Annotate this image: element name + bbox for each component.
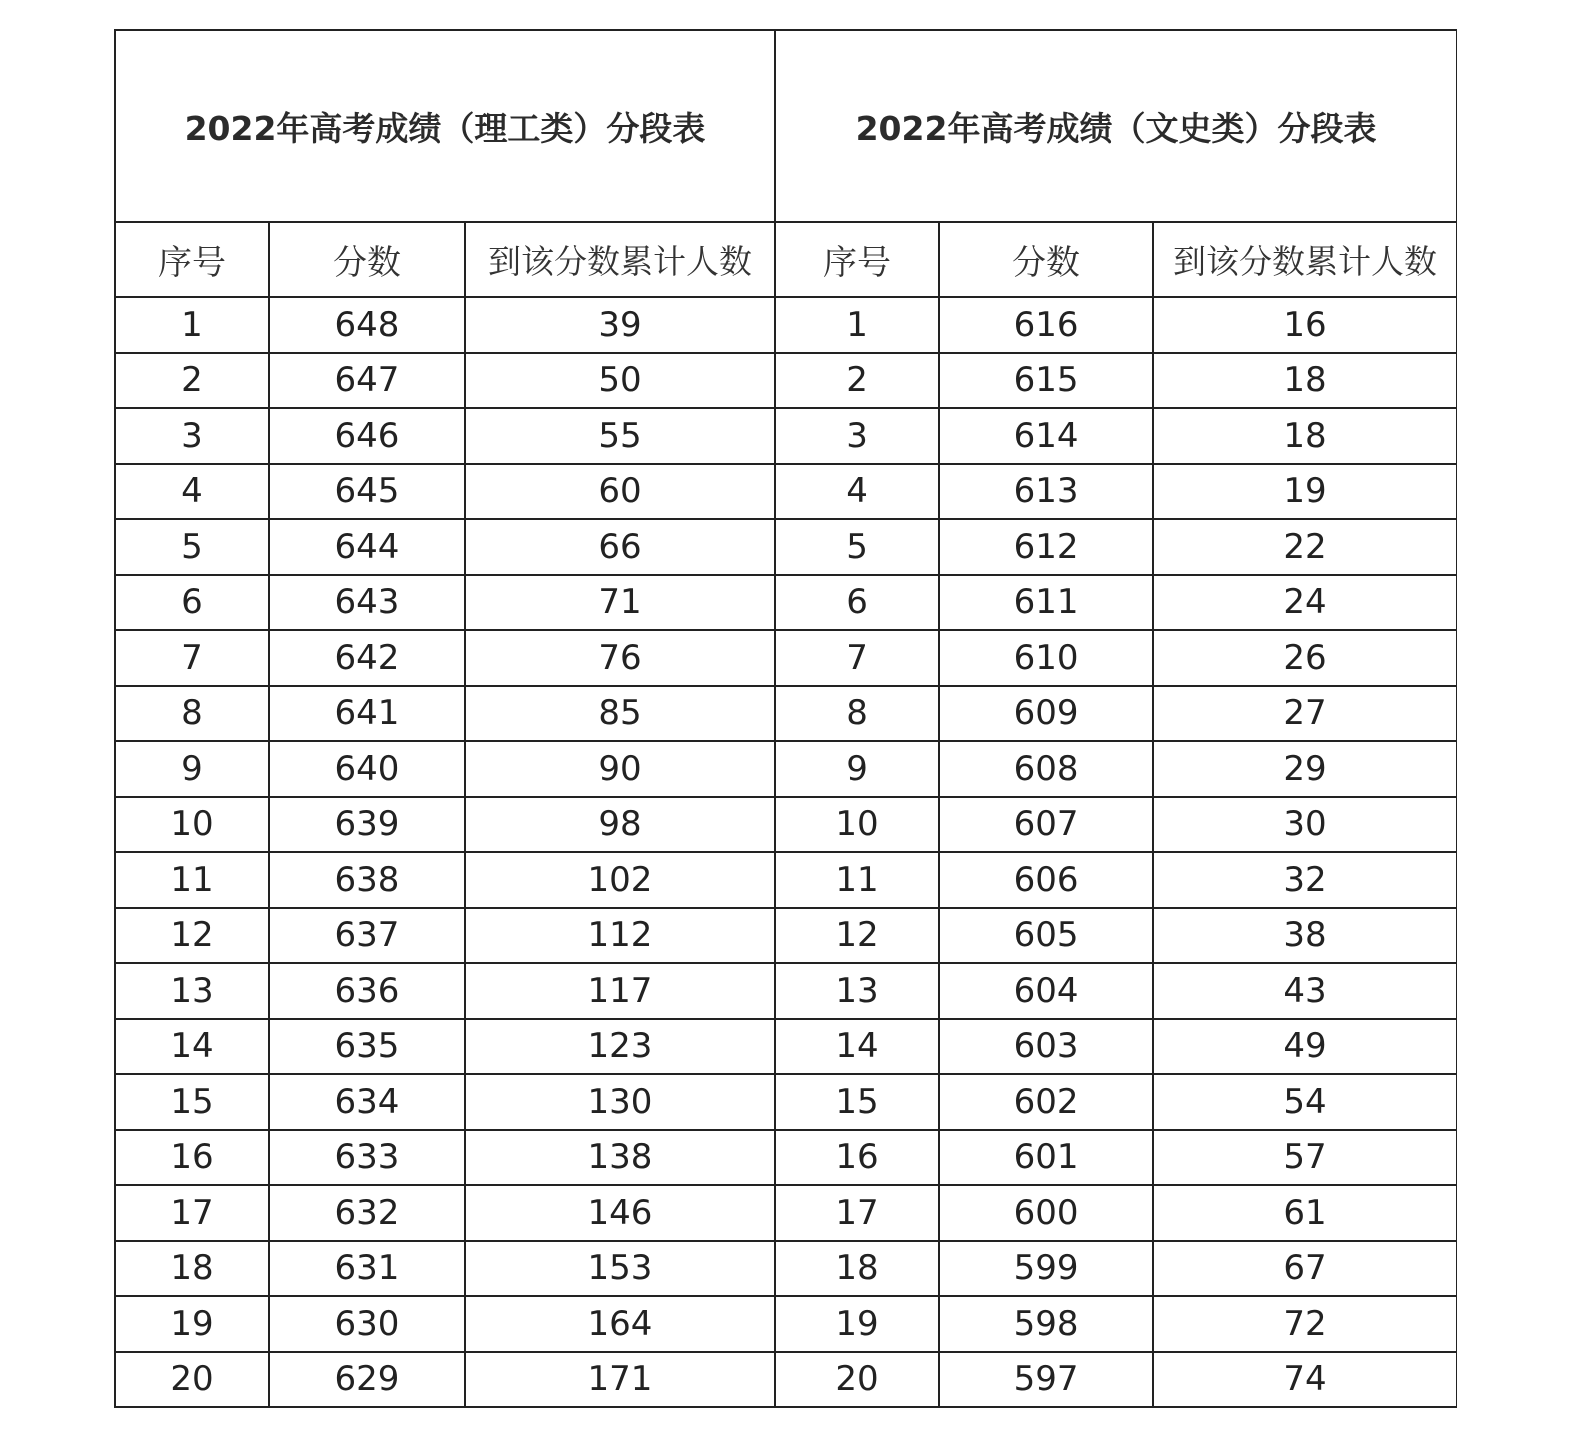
science-cumulative-count-cell: 102 — [465, 852, 775, 908]
science-score-cell: 630 — [269, 1296, 465, 1352]
liberal-arts-score-cell: 603 — [939, 1019, 1153, 1075]
title-row — [115, 30, 1457, 222]
science-score-cell: 636 — [269, 963, 465, 1019]
liberal-arts-score-cell: 607 — [939, 797, 1153, 853]
liberal-arts-score-cell: 601 — [939, 1130, 1153, 1186]
science-cumulative-count-cell: 112 — [465, 908, 775, 964]
liberal-arts-index-cell: 17 — [775, 1185, 939, 1241]
science-index-cell: 19 — [115, 1296, 269, 1352]
science-cumulative-count-cell: 98 — [465, 797, 775, 853]
liberal-arts-index-cell: 6 — [775, 575, 939, 631]
table-row — [115, 297, 1457, 353]
table-row — [115, 1185, 1457, 1241]
table-row — [115, 575, 1457, 631]
table-row — [115, 1130, 1457, 1186]
liberal-arts-cumulative-count-cell: 38 — [1153, 908, 1457, 964]
science-cumulative-count-cell: 117 — [465, 963, 775, 1019]
liberal-arts-cumulative-count-cell: 29 — [1153, 741, 1457, 797]
liberal-arts-score-cell: 608 — [939, 741, 1153, 797]
science-index-cell: 12 — [115, 908, 269, 964]
liberal-arts-cumulative-count-cell: 67 — [1153, 1241, 1457, 1297]
liberal-arts-index-cell: 15 — [775, 1074, 939, 1130]
science-score-cell: 637 — [269, 908, 465, 964]
liberal-arts-cumulative-count-cell: 18 — [1153, 353, 1457, 409]
science-index-cell: 4 — [115, 464, 269, 520]
science-cumulative-count-cell: 123 — [465, 1019, 775, 1075]
science-score-cell: 643 — [269, 575, 465, 631]
science-header-cumulative: 到该分数累计人数 — [465, 222, 775, 297]
liberal-arts-cumulative-count-cell: 22 — [1153, 519, 1457, 575]
liberal-arts-index-cell: 11 — [775, 852, 939, 908]
science-score-cell: 642 — [269, 630, 465, 686]
science-index-cell: 13 — [115, 963, 269, 1019]
liberal-arts-cumulative-count-cell: 19 — [1153, 464, 1457, 520]
science-cumulative-count-cell: 138 — [465, 1130, 775, 1186]
science-score-cell: 640 — [269, 741, 465, 797]
score-sheet — [114, 29, 1457, 1429]
liberal-arts-cumulative-count-cell: 61 — [1153, 1185, 1457, 1241]
liberal-arts-index-cell: 12 — [775, 908, 939, 964]
science-cumulative-count-cell: 76 — [465, 630, 775, 686]
liberal-arts-header-cumulative: 到该分数累计人数 — [1153, 222, 1457, 297]
table-row — [115, 1074, 1457, 1130]
science-table-title: 2022年高考成绩（理工类）分段表 — [115, 30, 775, 222]
science-cumulative-count-cell: 66 — [465, 519, 775, 575]
liberal-arts-header-score: 分数 — [939, 222, 1153, 297]
science-score-cell: 641 — [269, 686, 465, 742]
table-row — [115, 464, 1457, 520]
liberal-arts-score-cell: 605 — [939, 908, 1153, 964]
table-row — [115, 1296, 1457, 1352]
science-cumulative-count-cell: 50 — [465, 353, 775, 409]
science-cumulative-count-cell: 85 — [465, 686, 775, 742]
liberal-arts-cumulative-count-cell: 74 — [1153, 1352, 1457, 1408]
science-index-cell: 11 — [115, 852, 269, 908]
science-index-cell: 18 — [115, 1241, 269, 1297]
liberal-arts-score-cell: 606 — [939, 852, 1153, 908]
liberal-arts-index-cell: 19 — [775, 1296, 939, 1352]
liberal-arts-index-cell: 14 — [775, 1019, 939, 1075]
table-row — [115, 408, 1457, 464]
liberal-arts-cumulative-count-cell: 18 — [1153, 408, 1457, 464]
science-cumulative-count-cell: 39 — [465, 297, 775, 353]
table-row — [115, 519, 1457, 575]
liberal-arts-score-cell: 609 — [939, 686, 1153, 742]
liberal-arts-cumulative-count-cell: 30 — [1153, 797, 1457, 853]
science-cumulative-count-cell: 90 — [465, 741, 775, 797]
table-body — [115, 297, 1457, 1407]
science-score-cell: 633 — [269, 1130, 465, 1186]
liberal-arts-cumulative-count-cell: 26 — [1153, 630, 1457, 686]
liberal-arts-cumulative-count-cell: 57 — [1153, 1130, 1457, 1186]
liberal-arts-cumulative-count-cell: 24 — [1153, 575, 1457, 631]
liberal-arts-index-cell: 2 — [775, 353, 939, 409]
liberal-arts-score-cell: 613 — [939, 464, 1153, 520]
science-score-cell: 639 — [269, 797, 465, 853]
liberal-arts-index-cell: 3 — [775, 408, 939, 464]
science-cumulative-count-cell: 171 — [465, 1352, 775, 1408]
science-score-cell: 648 — [269, 297, 465, 353]
science-index-cell: 6 — [115, 575, 269, 631]
science-cumulative-count-cell: 146 — [465, 1185, 775, 1241]
science-score-cell: 644 — [269, 519, 465, 575]
liberal-arts-score-cell: 611 — [939, 575, 1153, 631]
science-header-score: 分数 — [269, 222, 465, 297]
liberal-arts-score-cell: 599 — [939, 1241, 1153, 1297]
science-index-cell: 14 — [115, 1019, 269, 1075]
liberal-arts-score-cell: 604 — [939, 963, 1153, 1019]
science-index-cell: 20 — [115, 1352, 269, 1408]
science-index-cell: 2 — [115, 353, 269, 409]
table-row — [115, 741, 1457, 797]
science-score-cell: 635 — [269, 1019, 465, 1075]
science-header-index: 序号 — [115, 222, 269, 297]
science-index-cell: 5 — [115, 519, 269, 575]
science-score-cell: 634 — [269, 1074, 465, 1130]
science-cumulative-count-cell: 60 — [465, 464, 775, 520]
science-score-cell: 638 — [269, 852, 465, 908]
liberal-arts-table-title: 2022年高考成绩（文史类）分段表 — [775, 30, 1457, 222]
science-index-cell: 16 — [115, 1130, 269, 1186]
liberal-arts-index-cell: 1 — [775, 297, 939, 353]
science-index-cell: 15 — [115, 1074, 269, 1130]
table-row — [115, 630, 1457, 686]
science-score-cell: 647 — [269, 353, 465, 409]
liberal-arts-index-cell: 4 — [775, 464, 939, 520]
science-index-cell: 7 — [115, 630, 269, 686]
liberal-arts-cumulative-count-cell: 72 — [1153, 1296, 1457, 1352]
liberal-arts-score-cell: 598 — [939, 1296, 1153, 1352]
liberal-arts-index-cell: 18 — [775, 1241, 939, 1297]
liberal-arts-score-cell: 600 — [939, 1185, 1153, 1241]
science-cumulative-count-cell: 71 — [465, 575, 775, 631]
header-row — [115, 222, 1457, 297]
liberal-arts-index-cell: 8 — [775, 686, 939, 742]
liberal-arts-index-cell: 9 — [775, 741, 939, 797]
liberal-arts-score-cell: 610 — [939, 630, 1153, 686]
liberal-arts-score-cell: 597 — [939, 1352, 1153, 1408]
science-cumulative-count-cell: 164 — [465, 1296, 775, 1352]
science-score-cell: 631 — [269, 1241, 465, 1297]
table-row — [115, 353, 1457, 409]
science-index-cell: 9 — [115, 741, 269, 797]
science-cumulative-count-cell: 130 — [465, 1074, 775, 1130]
liberal-arts-cumulative-count-cell: 16 — [1153, 297, 1457, 353]
liberal-arts-index-cell: 7 — [775, 630, 939, 686]
score-distribution-table — [114, 29, 1457, 1408]
liberal-arts-score-cell: 615 — [939, 353, 1153, 409]
liberal-arts-index-cell: 16 — [775, 1130, 939, 1186]
table-row — [115, 908, 1457, 964]
liberal-arts-cumulative-count-cell: 43 — [1153, 963, 1457, 1019]
science-score-cell: 646 — [269, 408, 465, 464]
liberal-arts-index-cell: 20 — [775, 1352, 939, 1408]
liberal-arts-score-cell: 614 — [939, 408, 1153, 464]
liberal-arts-index-cell: 13 — [775, 963, 939, 1019]
science-cumulative-count-cell: 153 — [465, 1241, 775, 1297]
liberal-arts-index-cell: 5 — [775, 519, 939, 575]
science-index-cell: 3 — [115, 408, 269, 464]
table-row — [115, 1352, 1457, 1408]
science-index-cell: 1 — [115, 297, 269, 353]
table-row — [115, 686, 1457, 742]
table-row — [115, 1019, 1457, 1075]
table-row — [115, 852, 1457, 908]
science-score-cell: 645 — [269, 464, 465, 520]
science-cumulative-count-cell: 55 — [465, 408, 775, 464]
liberal-arts-score-cell: 612 — [939, 519, 1153, 575]
science-index-cell: 17 — [115, 1185, 269, 1241]
science-index-cell: 10 — [115, 797, 269, 853]
table-row — [115, 797, 1457, 853]
science-index-cell: 8 — [115, 686, 269, 742]
table-row — [115, 1241, 1457, 1297]
liberal-arts-index-cell: 10 — [775, 797, 939, 853]
liberal-arts-header-index: 序号 — [775, 222, 939, 297]
table-row — [115, 963, 1457, 1019]
liberal-arts-cumulative-count-cell: 54 — [1153, 1074, 1457, 1130]
liberal-arts-score-cell: 602 — [939, 1074, 1153, 1130]
science-score-cell: 629 — [269, 1352, 465, 1408]
liberal-arts-cumulative-count-cell: 32 — [1153, 852, 1457, 908]
liberal-arts-cumulative-count-cell: 27 — [1153, 686, 1457, 742]
liberal-arts-score-cell: 616 — [939, 297, 1153, 353]
liberal-arts-cumulative-count-cell: 49 — [1153, 1019, 1457, 1075]
science-score-cell: 632 — [269, 1185, 465, 1241]
